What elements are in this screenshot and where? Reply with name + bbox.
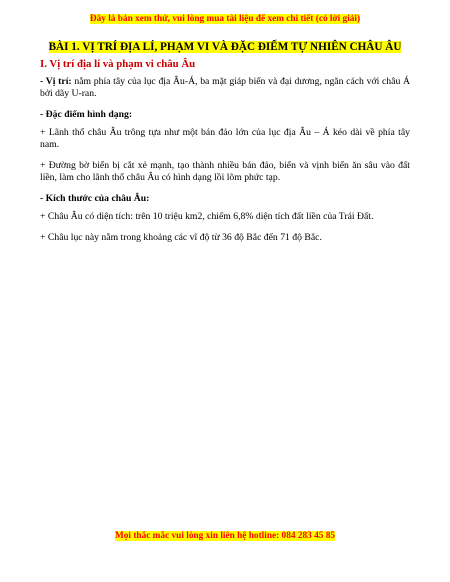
shape-item-2: + Đường bờ biển bị cắt xẻ mạnh, tạo thành nhiều bán đảo, biển và vịnh biển ăn sâu vào đất liền, làm cho lãnh thổ châu Âu có hình dạng lồi lõm phức tạp. [40, 160, 410, 183]
location-label: - Vị trí: [40, 76, 72, 87]
preview-notice [0, 13, 450, 25]
hotline-notice-text: Mọi thắc mắc vui lòng xin liên hệ hotline: 084 283 45 85 [114, 531, 336, 541]
size-item-1: + Châu Âu có diện tích: trên 10 triệu km2, chiếm 6,8% diện tích đất liền của Trái Đất. [40, 211, 374, 222]
lesson-title [0, 40, 450, 54]
section-heading: I. Vị trí địa lí và phạm vi châu Âu [40, 58, 196, 70]
size-label: - Kích thước của châu Âu: [40, 193, 150, 204]
hotline-notice [0, 530, 450, 542]
shape-item-1: + Lãnh thổ châu Âu trông tựa như một bán đảo lớn của lục địa Âu – Á kéo dài về phía tây nam. [40, 127, 410, 150]
preview-notice-text: Đây là bản xem thử, vui lòng mua tài liệu để xem chi tiết (có lời giải) [89, 14, 361, 24]
shape-label: - Đặc điểm hình dạng: [40, 109, 133, 120]
location-text: nằm phía tây của lục địa Âu-Á, ba mặt giáp biển và đại dương, ngăn cách với châu Á bởi dãy U-ran. [40, 76, 411, 99]
location-paragraph [40, 76, 410, 100]
size-item-2: + Châu lục này nằm trong khoảng các vĩ độ từ 36 độ Bắc đến 71 độ Bắc. [40, 232, 322, 243]
document-body [40, 57, 410, 253]
lesson-title-text: BÀI 1. VỊ TRÍ ĐỊA LÍ, PHẠM VI VÀ ĐẶC ĐIỂM TỰ NHIÊN CHÂU ÂU [48, 41, 402, 53]
